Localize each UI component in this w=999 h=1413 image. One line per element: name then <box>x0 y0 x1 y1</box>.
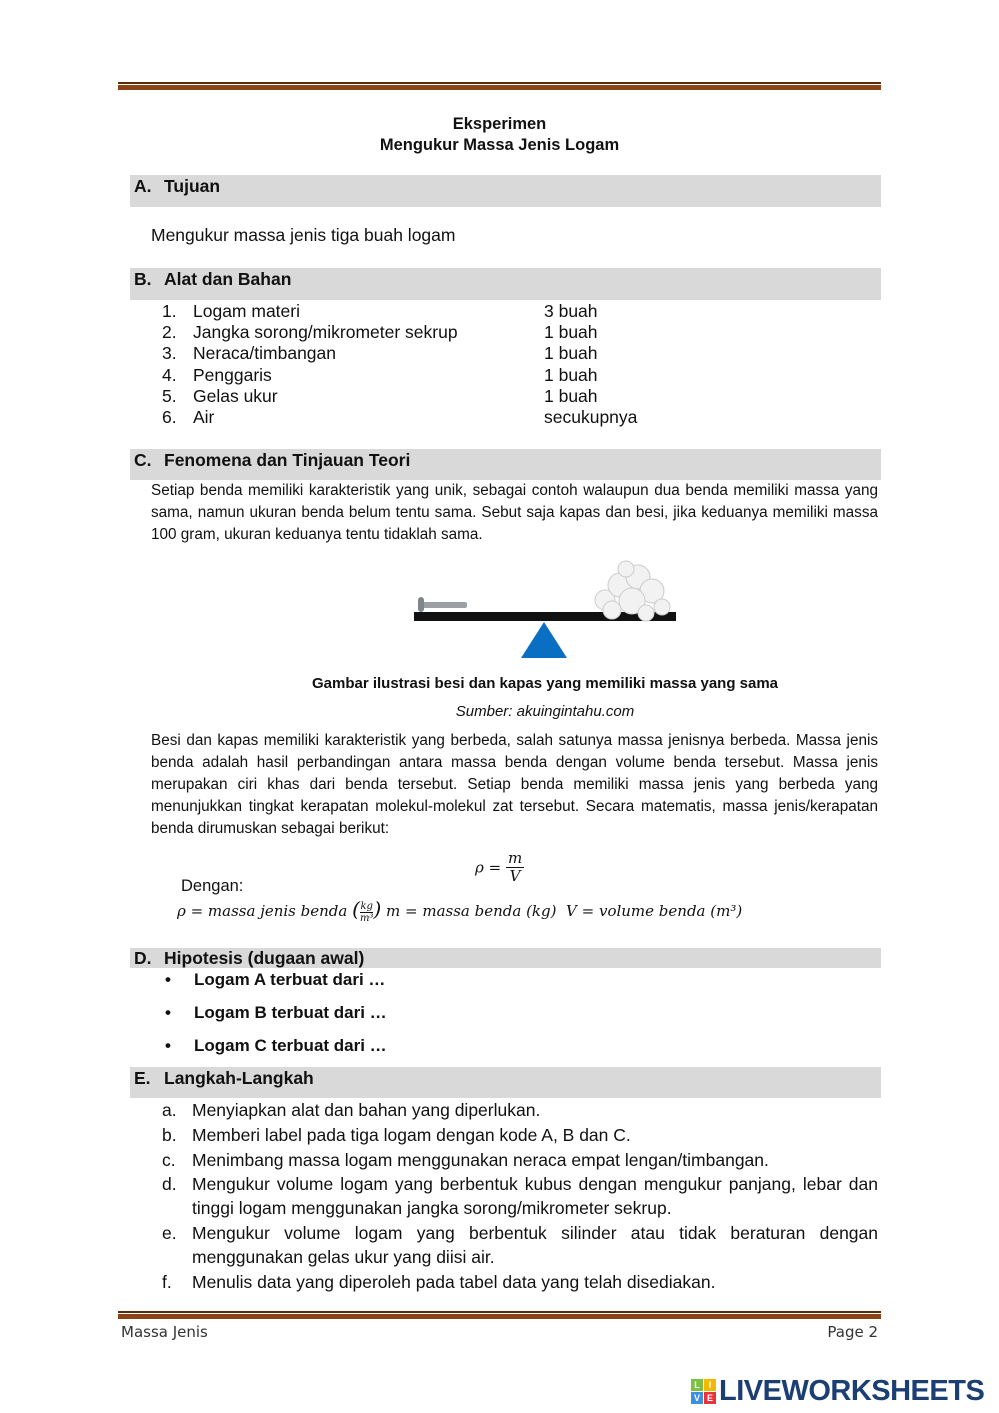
logo-letter: I <box>704 1379 716 1391</box>
section-c-header: C. Fenomena dan Tinjauan Teori <box>130 449 881 480</box>
material-name: Penggaris <box>193 364 272 385</box>
formula-definitions: ρ = massa jenis benda ( $\frac{kg}{\text{m³}}$ ) m = massa benda (kg) V = volume benda (m³) <box>177 897 743 924</box>
step-item: a. Menyiapkan alat dan bahan yang diperlukan. <box>162 1100 541 1120</box>
hypothesis-item: • Logam B terbuat dari … <box>165 1003 387 1022</box>
nail-icon <box>418 597 467 612</box>
material-qty: 1 buah <box>544 343 598 364</box>
bottom-rule <box>118 1311 881 1319</box>
section-b-header: B. Alat dan Bahan <box>130 268 881 300</box>
step-item: f. Menulis data yang diperoleh pada tabel data yang telah disediakan. <box>162 1272 716 1292</box>
step-item: e. Mengukur volume logam yang berbentuk silinder atau tidak beraturan dengan menggunakan gelas ukur yang diisi air. <box>162 1223 878 1267</box>
material-number: 1. <box>162 301 177 321</box>
balance-illustration <box>400 555 690 665</box>
footer-page: Page 2 <box>827 1323 878 1341</box>
material-name: Gelas ukur <box>193 385 278 406</box>
logo-letter: L <box>691 1379 703 1391</box>
figure-caption: Gambar ilustrasi besi dan kapas yang memiliki massa yang sama <box>311 675 779 692</box>
material-number: 4. <box>162 364 177 385</box>
density-formula: ρ = $\frac{m}{V}$ <box>475 849 523 885</box>
step-item: d. Mengukur volume logam yang berbentuk kubus dengan mengukur panjang, lebar dan tinggi logam menggunakan jangka sorong/mikrometer sekrup. <box>162 1174 878 1218</box>
footer-title: Massa Jenis <box>121 1323 208 1341</box>
tujuan-text: Mengukur massa jenis tiga buah logam <box>151 225 456 245</box>
logo-letter: V <box>691 1392 703 1404</box>
hypothesis-item: • Logam C terbuat dari … <box>165 1036 387 1055</box>
doc-title: Eksperimen <box>452 115 547 133</box>
liveworksheets-logo[interactable] <box>691 1375 984 1408</box>
step-item: c. Menimbang massa logam menggunakan neraca empat lengan/timbangan. <box>162 1150 769 1170</box>
material-qty: 1 buah <box>544 364 598 385</box>
cotton-icon <box>595 561 670 621</box>
doc-subtitle: Mengukur Massa Jenis Logam <box>379 136 620 154</box>
material-name: Logam materi <box>193 301 300 321</box>
material-name: Air <box>193 407 215 427</box>
live-logo-icon <box>691 1379 716 1404</box>
top-rule <box>118 82 881 90</box>
material-number: 2. <box>162 322 177 343</box>
section-a-header: A. Tujuan <box>130 175 881 207</box>
material-name: Jangka sorong/mikrometer sekrup <box>193 322 458 343</box>
section-d-header: D. Hipotesis (dugaan awal) <box>130 948 881 968</box>
material-number: 3. <box>162 343 177 364</box>
logo-text: LIVEWORKSHEETS <box>719 1375 985 1407</box>
fulcrum-triangle <box>521 622 567 658</box>
material-number: 6. <box>162 407 177 427</box>
material-qty: 3 buah <box>544 301 598 321</box>
hypothesis-item: • Logam A terbuat dari … <box>165 970 386 989</box>
material-number: 5. <box>162 385 177 406</box>
dengan-label: Dengan: <box>181 877 244 895</box>
material-name: Neraca/timbangan <box>193 343 336 364</box>
figure-source: Sumber: akuingintahu.com <box>455 703 635 720</box>
material-qty: 1 buah <box>544 322 598 343</box>
material-qty: secukupnya <box>544 407 638 427</box>
step-item: b. Memberi label pada tiga logam dengan kode A, B dan C. <box>162 1125 631 1145</box>
logo-letter: E <box>704 1392 716 1404</box>
theory-paragraph-1: Setiap benda memiliki karakteristik yang unik, sebagai contoh walaupun dua benda memiliki massa yang sama, namun ukuran benda belum tentu sama. Sebut saja kapas dan besi, jika keduanya memiliki massa 100 gram, ukuran keduanya tentu tidaklah sama. <box>151 482 878 543</box>
theory-paragraph-2: Besi dan kapas memiliki karakteristik yang berbeda, salah satunya massa jenisnya berbeda. Massa jenis benda adalah hasil perbandingan antara massa benda dengan volume benda tersebut. Massa jenis merupakan ciri khas dari benda tersebut. Setiap benda memiliki massa jenis yang berbeda yang menunjukkan tingkat kerapatan molekul-molekul zat tersebut. Secara matematis, massa jenis/kerapatan benda dirumuskan sebagai berikut: <box>151 732 878 837</box>
material-qty: 1 buah <box>544 385 598 406</box>
section-e-header: E. Langkah-Langkah <box>130 1067 881 1098</box>
